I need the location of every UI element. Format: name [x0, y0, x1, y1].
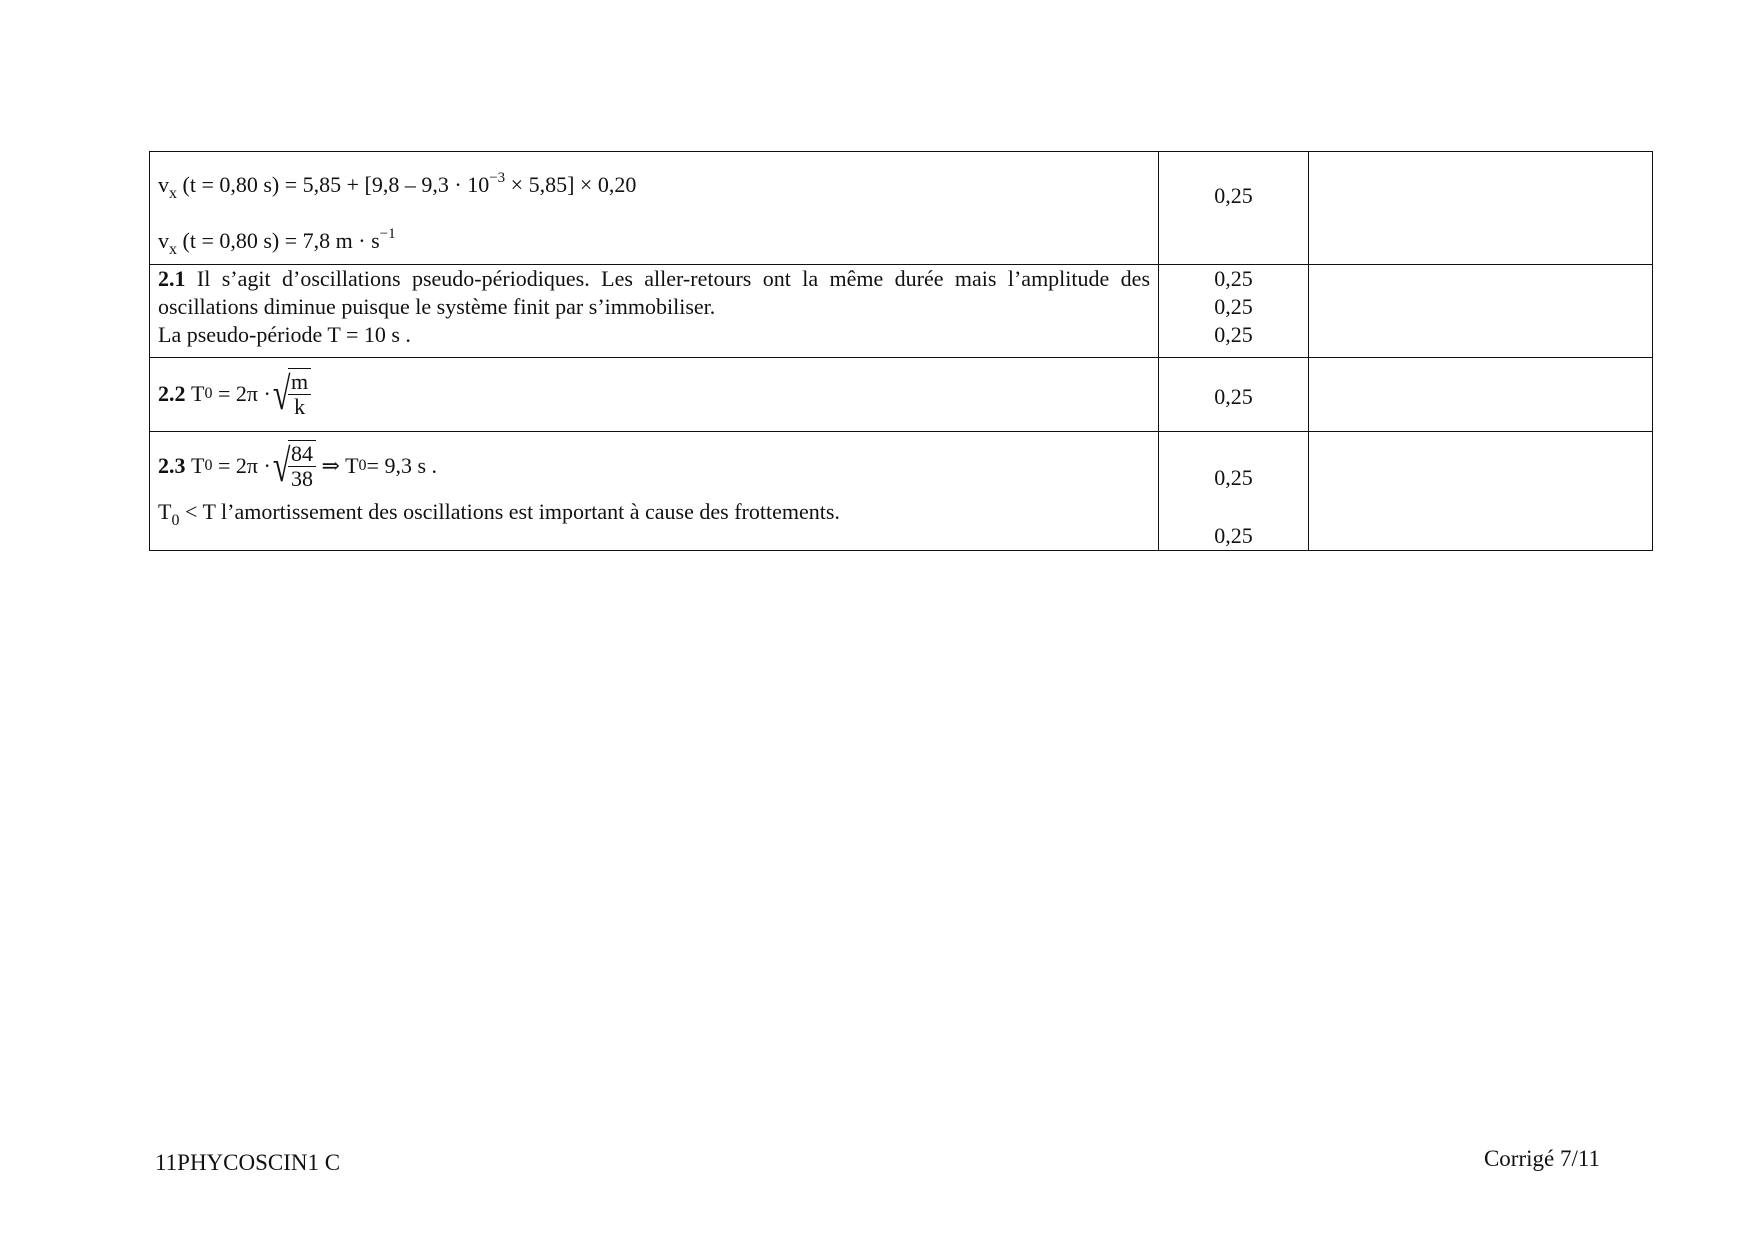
- fraction: $\frac{84}{38}$: [288, 442, 316, 491]
- notes-cell: [1309, 265, 1653, 358]
- formula-line: $v_x$ (t = 0,80 $s) = 5,85 + [9,8 - 9,3 \cdot 10^{-3} \times 5,85] \times 0,20$: [158, 170, 637, 202]
- score-cell: [1159, 432, 1309, 551]
- score-cell: [1159, 152, 1309, 265]
- score-value: 0,25: [1214, 266, 1253, 291]
- grading-table: [149, 151, 1653, 551]
- answer-cell: [150, 265, 1159, 358]
- question-number: 2.1: [158, 266, 186, 291]
- formula-line: $v_x$ (t = 0,80 s) = 7,8 $m \cdot s^{-1}$: [158, 226, 396, 258]
- table-row: [150, 358, 1653, 432]
- formula-line: 2.3 T 0 = 2π · √ $\frac{84}{38}$ ⇒ T 0 = 9,3 s .: [158, 440, 437, 491]
- answer-text: La pseudo-période T = 10 s .: [158, 322, 411, 347]
- answer-cell: [150, 432, 1159, 551]
- answer-cell: [150, 152, 1159, 265]
- document-reference: 11PHYCOSCIN1 C: [155, 1150, 341, 1175]
- score-value: 0,25: [1214, 523, 1253, 548]
- square-root: √ $\frac{84}{38}$: [271, 440, 316, 492]
- score-value: 0,25: [1214, 384, 1253, 409]
- answer-cell: [150, 358, 1159, 432]
- page-number: Corrigé 7/11: [1483, 1146, 1600, 1171]
- fraction: $\frac{m}{k}$: [288, 370, 311, 419]
- score-value: 0,25: [1214, 183, 1253, 208]
- notes-cell: [1309, 358, 1653, 432]
- score-value: 0,25: [1214, 322, 1253, 347]
- table-row: [150, 265, 1653, 358]
- answer-text: 2.1 Il s’agit d’oscillations pseudo-périodiques. Les aller-retours ont la même durée mais l’amplitude des oscillations diminue puisque le système finit par s’immobiliser.: [158, 266, 1151, 319]
- notes-cell: [1309, 152, 1653, 265]
- table-row: [150, 152, 1653, 265]
- notes-cell: [1309, 432, 1653, 551]
- formula-line: 2.2 T 0 = 2π · √ $\frac{m}{k}$: [158, 368, 1150, 420]
- question-number: 2.3: [158, 453, 186, 478]
- answer-text: $T_0 < T$ l’amortissement des oscillations est important à cause des frottements.: [158, 499, 840, 529]
- score-value: 0,25: [1214, 294, 1253, 319]
- table-row: [150, 432, 1653, 551]
- square-root: √ $\frac{m}{k}$: [271, 368, 311, 420]
- score-cell: [1159, 265, 1309, 358]
- question-number: 2.2: [158, 381, 186, 406]
- score-cell: [1159, 358, 1309, 432]
- score-value: 0,25: [1214, 465, 1253, 490]
